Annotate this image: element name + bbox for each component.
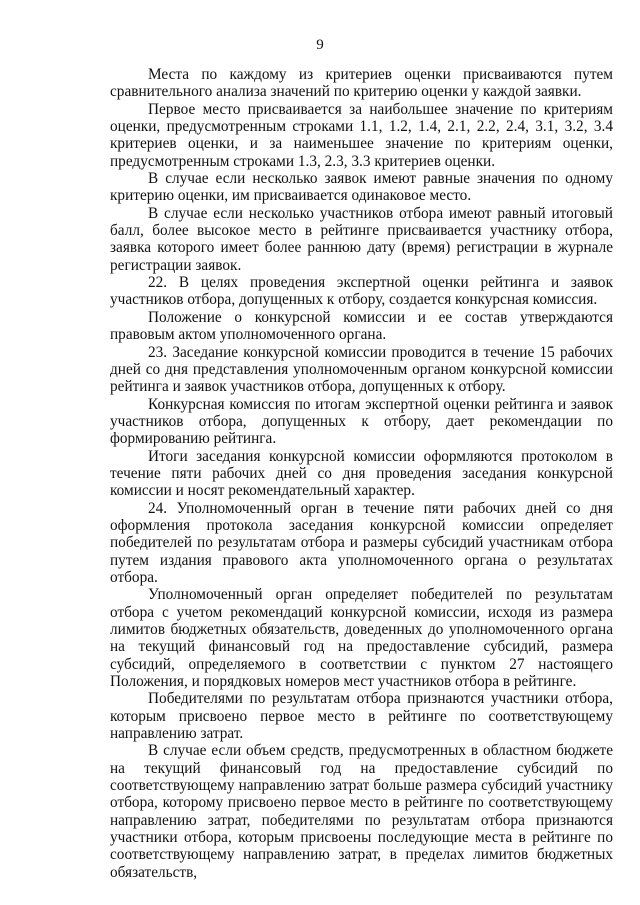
document-body <box>110 66 613 881</box>
paragraph: Места по каждому из критериев оценки присваиваются путем сравнительного анализа значений по критерию оценки у каждой заявки. <box>110 66 613 101</box>
page-number: 9 <box>316 37 324 53</box>
paragraph: Уполномоченный орган определяет победителей по результатам отбора с учетом рекомендаций конкурсной комиссии, исходя из размера лимитов бюджетных обязательств, доведенных до уполномоченного органа на текущий финансовый год на предоставление субсидий, размера субсидий, определяемого в соответствии с пунктом 27 настоящего Положения, и порядковых номеров мест участников отбора в рейтинге. <box>110 586 613 691</box>
paragraph: 23. Заседание конкурсной комиссии проводится в течение 15 рабочих дней со дня представления уполномоченным органом конкурсной комиссии рейтинга и заявок участников отбора, допущенных к отбору. <box>110 343 613 396</box>
paragraph: Первое место присваивается за наибольшее значение по критериям оценки, предусмотренным строками 1.1, 1.2, 1.4, 2.1, 2.2, 2.4, 3.1, 3.2, 3.4 критериев оценки, и за наименьшее значение по критериям оценки, предусмотренным строками 1.3, 2.3, 3.3 критериев оценки. <box>110 100 613 170</box>
paragraph: 24. Уполномоченный орган в течение пяти рабочих дней со дня оформления протокола заседания конкурсной комиссии определяет победителей по результатам отбора и размеры субсидий участникам отбора путем издания правового акта уполномоченного органа о результатах отбора. <box>110 499 613 586</box>
paragraph: Победителями по результатам отбора признаются участники отбора, которым присвоено первое место в рейтинге по соответствующему направлению затрат. <box>110 690 613 743</box>
paragraph: Положение о конкурсной комиссии и ее состав утверждаются правовым актом уполномоченного органа. <box>110 308 613 344</box>
paragraph: 22. В целях проведения экспертной оценки рейтинга и заявок участников отбора, допущенных к отбору, создается конкурсная комиссия. <box>110 274 613 309</box>
paragraph: Конкурсная комиссия по итогам экспертной оценки рейтинга и заявок участников отбора, допущенных к отбору, дает рекомендации по формированию рейтинга. <box>110 395 613 448</box>
paragraph: Итоги заседания конкурсной комиссии оформляются протоколом в течение пяти рабочих дней со дня проведения заседания конкурсной комиссии и носят рекомендательный характер. <box>110 447 613 500</box>
paragraph: В случае если несколько заявок имеют равные значения по одному критерию оценки, им присваивается одинаковое место. <box>110 170 613 205</box>
paragraph: В случае если объем средств, предусмотренных в областном бюджете на текущий финансовый год на предоставление субсидий по соответствующему направлению затрат больше размера субсидий участнику отбора, которому присвоено первое место в рейтинге по соответствующему направлению затрат, победителями по результатам отбора признаются участники отбора, которым присвоены последующие места в рейтинге по соответствующему направлению затрат, в пределах лимитов бюджетных обязательств, <box>110 742 613 881</box>
paragraph: В случае если несколько участников отбора имеют равный итоговый балл, более высокое место в рейтинге присваивается участнику отбора, заявка которого имеет более раннюю дату (время) регистрации в журнале регистрации заявок. <box>110 204 613 274</box>
